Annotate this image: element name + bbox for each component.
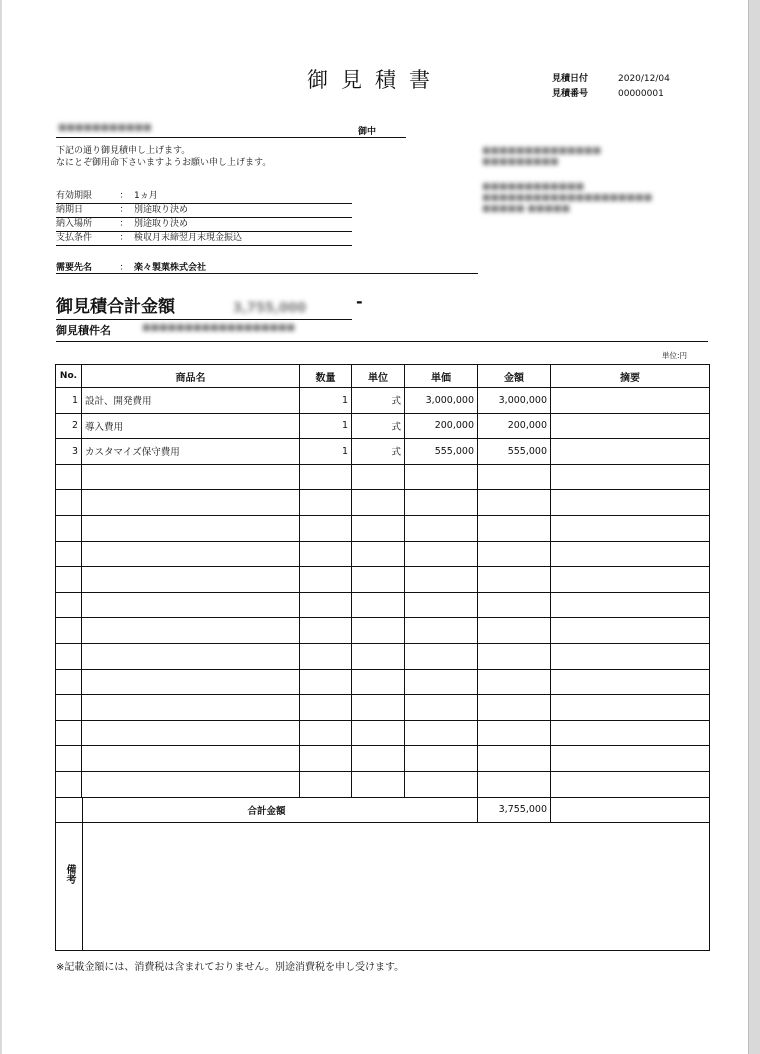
row-qty: 1 bbox=[300, 413, 352, 439]
header-price: 単価 bbox=[405, 365, 478, 388]
total-amount-heading bbox=[56, 292, 352, 320]
row-price: 3,000,000 bbox=[405, 388, 478, 414]
term-validity: 有効期限 ： 1ヵ月 bbox=[56, 190, 352, 204]
greeting-line-2: なにとぞ御用命下さいますようお願い申し上げます。 bbox=[56, 158, 272, 168]
issuer-line-5: ■■■■■ ■■■■■ bbox=[482, 204, 570, 214]
row-price: 200,000 bbox=[405, 413, 478, 439]
issuer-info-redacted bbox=[482, 146, 652, 215]
table-row bbox=[56, 413, 710, 439]
table-row bbox=[56, 388, 710, 414]
row-unit: 式 bbox=[352, 439, 405, 465]
table-row-empty bbox=[56, 720, 710, 746]
terms-block bbox=[56, 190, 352, 246]
header-amount: 金額 bbox=[478, 365, 551, 388]
row-qty: 1 bbox=[300, 388, 352, 414]
row-unit: 式 bbox=[352, 413, 405, 439]
row-amount: 555,000 bbox=[478, 439, 551, 465]
header-note: 摘要 bbox=[551, 365, 710, 388]
term-delivery-date: 納期日 ： 別途取り決め bbox=[56, 204, 352, 218]
header-unit: 単位 bbox=[352, 365, 405, 388]
table-row-empty bbox=[56, 618, 710, 644]
row-no: 3 bbox=[56, 439, 82, 465]
table-row-empty bbox=[56, 541, 710, 567]
row-amount: 200,000 bbox=[478, 413, 551, 439]
customer-value: 楽々製菓株式会社 bbox=[134, 263, 207, 273]
greeting bbox=[56, 145, 271, 169]
header-qty: 数量 bbox=[300, 365, 352, 388]
remarks-label: 備考 bbox=[56, 798, 83, 950]
date-label: 見積日付 bbox=[552, 74, 589, 84]
row-qty: 1 bbox=[300, 439, 352, 465]
recipient-suffix: 御中 bbox=[357, 127, 376, 137]
date-value: 2020/12/04 bbox=[618, 74, 670, 84]
row-note bbox=[551, 388, 710, 414]
document-page bbox=[2, 0, 749, 1054]
table-row-empty bbox=[56, 592, 710, 618]
row-no: 2 bbox=[56, 413, 82, 439]
issuer-line-2: ■■■■■■■■■ bbox=[482, 157, 559, 167]
row-name: 導入費用 bbox=[82, 413, 300, 439]
unit-note: 単位:円 bbox=[662, 351, 688, 360]
header-name: 商品名 bbox=[82, 365, 300, 388]
table-header-row bbox=[56, 365, 710, 388]
total-amount-label: 御見積合計金額 bbox=[56, 297, 175, 317]
total-amount-redacted: 3,755,000 bbox=[232, 301, 307, 316]
table-row-empty bbox=[56, 669, 710, 695]
table-row-empty bbox=[56, 643, 710, 669]
project-name-redacted: ■■■■■■■■■■■■■■■■■■ bbox=[142, 323, 296, 333]
customer-sep: ： bbox=[119, 263, 129, 273]
document-meta bbox=[552, 72, 670, 102]
table-row-empty bbox=[56, 746, 710, 772]
customer-line bbox=[56, 260, 478, 274]
project-label: 御見積件名 bbox=[56, 324, 111, 337]
row-price: 555,000 bbox=[405, 439, 478, 465]
row-amount: 3,000,000 bbox=[478, 388, 551, 414]
table-row-empty bbox=[56, 490, 710, 516]
recipient-name-redacted: ■■■■■■■■■■■ bbox=[58, 123, 152, 133]
total-amount-suffix: - bbox=[356, 292, 363, 311]
header-no: No. bbox=[56, 365, 82, 388]
term-delivery-place: 納入場所 ： 別途取り決め bbox=[56, 218, 352, 232]
issuer-line-1: ■■■■■■■■■■■■■■ bbox=[482, 146, 602, 156]
table-row-empty bbox=[56, 695, 710, 721]
tax-footnote: ※記載金額には、消費税は含まれておりません。別途消費税を申し受けます。 bbox=[56, 962, 405, 973]
document-title: 御見積書 bbox=[307, 68, 443, 92]
row-name: 設計、開発費用 bbox=[82, 388, 300, 414]
table-total-label: 合計金額 bbox=[56, 797, 478, 823]
row-note bbox=[551, 413, 710, 439]
table-total-value: 3,755,000 bbox=[478, 797, 551, 823]
customer-label: 需要先名 bbox=[56, 263, 93, 273]
recipient-line bbox=[56, 123, 406, 138]
row-no: 1 bbox=[56, 388, 82, 414]
table-row bbox=[56, 439, 710, 465]
table-row-empty bbox=[56, 771, 710, 797]
items-table bbox=[55, 364, 710, 823]
issuer-line-3: ■■■■■■■■■■■■ bbox=[482, 182, 585, 192]
issuer-line-4: ■■■■■■■■■■■■■■■■■■■■ bbox=[482, 193, 653, 203]
row-note bbox=[551, 439, 710, 465]
row-name: カスタマイズ保守費用 bbox=[82, 439, 300, 465]
table-row-empty bbox=[56, 515, 710, 541]
remarks-box bbox=[55, 798, 710, 951]
number-value: 00000001 bbox=[618, 89, 664, 99]
row-unit: 式 bbox=[352, 388, 405, 414]
table-row-empty bbox=[56, 464, 710, 490]
term-payment: 支払条件 ： 検収月末締翌月末現金振込 bbox=[56, 232, 352, 246]
table-row-empty bbox=[56, 567, 710, 593]
number-label: 見積番号 bbox=[552, 89, 589, 99]
project-line bbox=[56, 321, 708, 342]
greeting-line-1: 下記の通り御見積申し上げます。 bbox=[56, 146, 191, 156]
